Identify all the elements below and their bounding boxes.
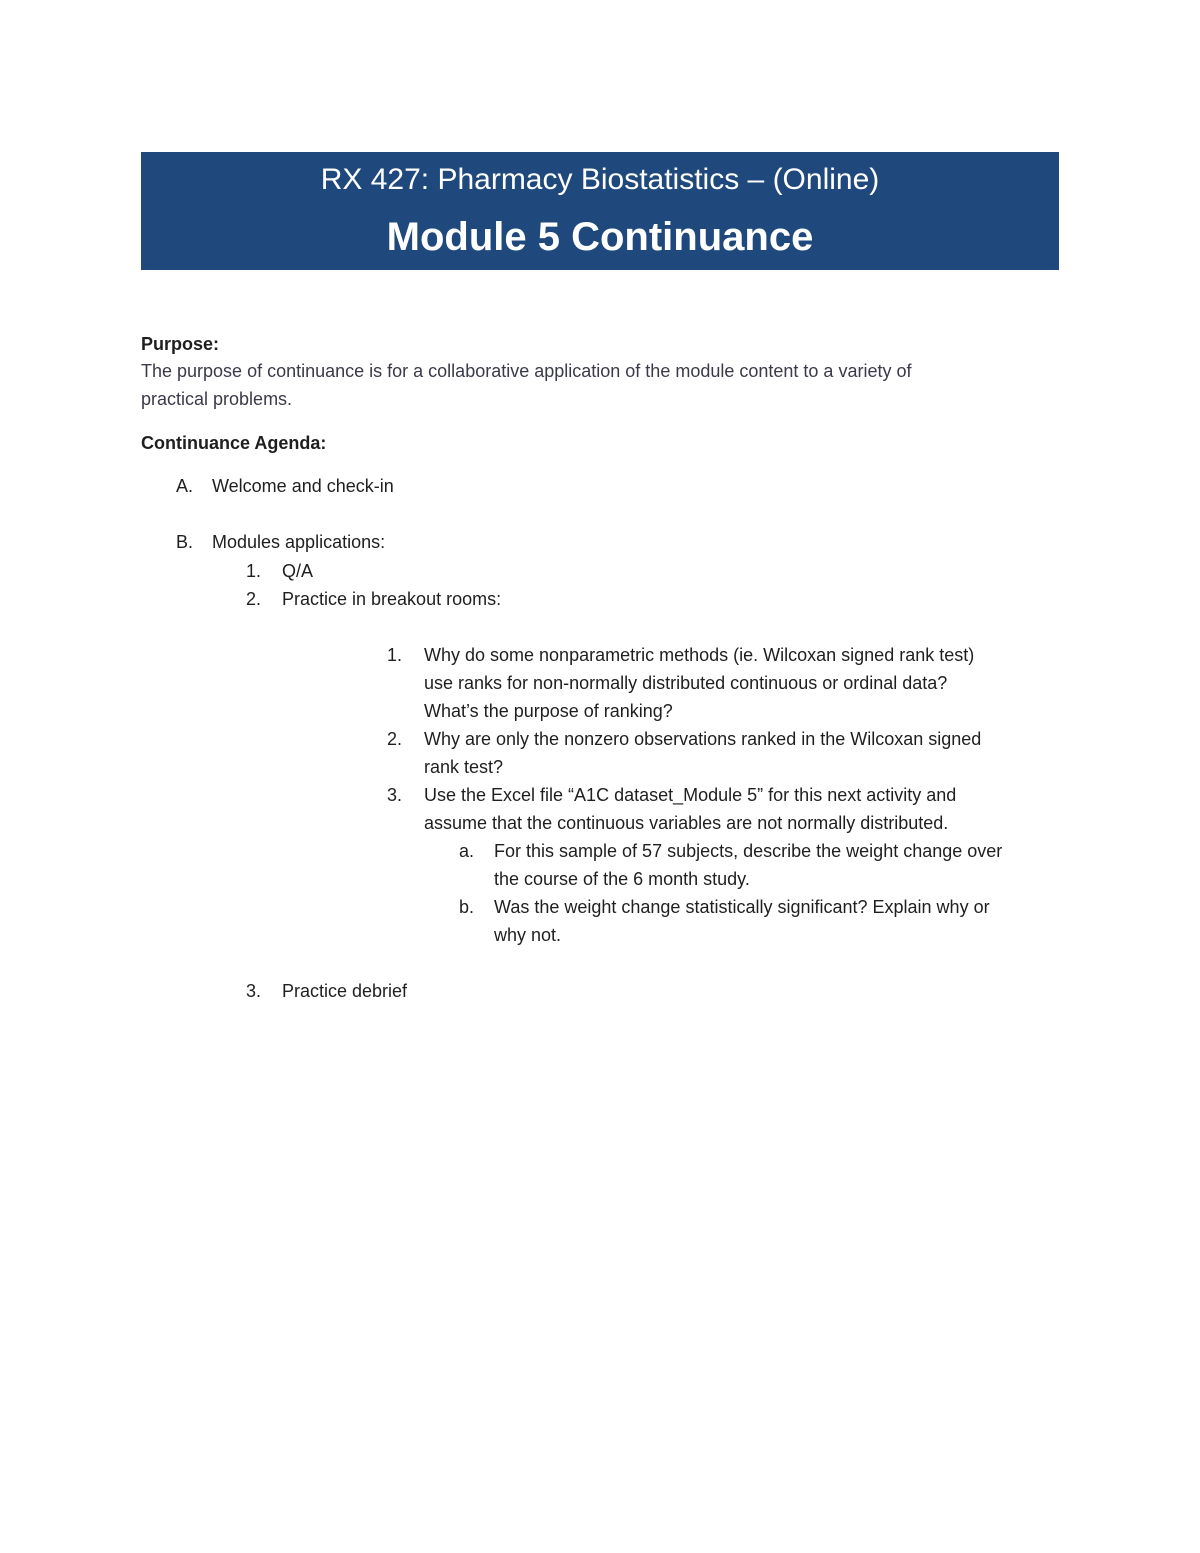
sub-item-2: Practice in breakout rooms: <box>282 589 502 609</box>
question-3a-line2: the course of the 6 month study. <box>494 869 750 889</box>
agenda-label: Continuance Agenda: <box>141 433 327 453</box>
purpose-label: Purpose: <box>141 334 220 354</box>
sub-item-3: Practice debrief <box>282 981 408 1001</box>
sub-item-2-marker: 2. <box>246 589 262 609</box>
sub-item-1-marker: 1. <box>246 561 262 581</box>
agenda-item-a: Welcome and check-in <box>212 476 394 496</box>
question-3-line1: Use the Excel file “A1C dataset_Module 5” for this next activity and <box>424 785 957 805</box>
question-2-marker: 2. <box>387 729 403 749</box>
agenda-item-b: Modules applications: <box>212 532 386 552</box>
question-1-line2: use ranks for non-normally distributed continuous or ordinal data? <box>424 673 948 693</box>
purpose-text-line2: practical problems. <box>141 389 293 409</box>
title-banner <box>141 152 1059 270</box>
agenda-item-b-marker: B. <box>176 532 194 552</box>
question-3b-marker: b. <box>459 897 475 917</box>
question-3b-line2: why not. <box>494 925 562 945</box>
question-1-marker: 1. <box>387 645 403 665</box>
page-title: Module 5 Continuance <box>386 215 814 259</box>
sub-item-3-marker: 3. <box>246 981 262 1001</box>
question-3b-line1: Was the weight change statistically significant? Explain why or <box>494 897 990 917</box>
question-1-line3: What’s the purpose of ranking? <box>424 701 673 721</box>
question-3-line2: assume that the continuous variables are not normally distributed. <box>424 813 949 833</box>
question-2-line1: Why are only the nonzero observations ranked in the Wilcoxan signed <box>424 729 982 749</box>
question-3a-marker: a. <box>459 841 475 861</box>
purpose-text-line1: The purpose of continuance is for a collaborative application of the module content to a variety of <box>141 361 912 381</box>
sub-item-1: Q/A <box>282 561 314 581</box>
course-title: RX 427: Pharmacy Biostatistics – (Online) <box>320 163 880 196</box>
question-2-line2: rank test? <box>424 757 504 777</box>
question-3-marker: 3. <box>387 785 403 805</box>
question-3a-line1: For this sample of 57 subjects, describe the weight change over <box>494 841 1003 861</box>
question-1-line1: Why do some nonparametric methods (ie. Wilcoxan signed rank test) <box>424 645 975 665</box>
agenda-item-a-marker: A. <box>176 476 194 496</box>
